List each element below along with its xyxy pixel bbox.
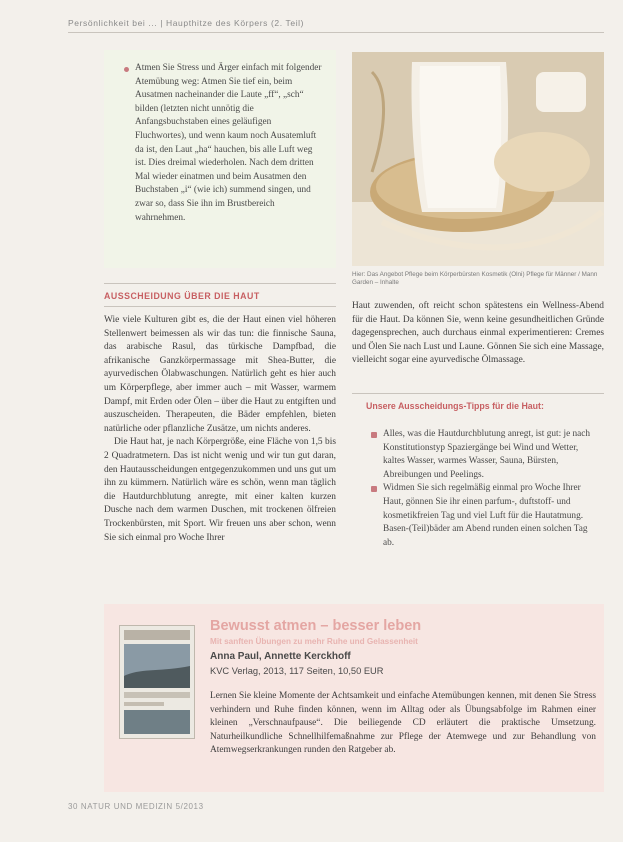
header-rule (68, 32, 604, 33)
skin-tip-item: Alles, was die Hautdurchblutung anregt, ist gut: je nach Konstitutionstyp Spaziergänge bei Wind und Wetter, kaltes Wasser, warmes Wasser, Sauna, Bürsten, Abreibungen und Peelings. (383, 428, 598, 482)
photo-image (352, 52, 604, 266)
skin-tips-rule (352, 393, 604, 394)
section-rule-top (104, 283, 336, 284)
book-title: Bewusst atmen – besser leben (210, 618, 422, 634)
book-authors: Anna Paul, Annette Kerckhoff (210, 651, 351, 662)
book-publisher: KVC Verlag, 2013, 117 Seiten, 10,50 EUR (210, 666, 384, 676)
left-column-text (104, 314, 336, 545)
photo-caption: Hier: Das Angebot Pflege beim Körperbürsten Kosmetik (Olni) Pflege für Männer / Mann Garden – Inhalte (352, 271, 598, 286)
paragraph: Haut zuwenden, oft reicht schon spätestens ein Wellness-Abend für die Haut. Da können Sie, wenn keine gesundheitlichen Gründe dagegensprechen, auch durchaus einmal experimentieren: Cremes und Ölen Sie nach Lust und Laune. Gönnen Sie sich eine Massage, vielleicht sogar eine ayurvedische Ölmassage. (352, 301, 604, 366)
book-description-text: Lernen Sie kleine Momente der Achtsamkeit und einfache Atemübungen kennen, mit denen Sie Stress verhindern und Ruhe finden können, wenn im Alltag oder als Übungsabfolge im Rahmen einer kleinen „Verschnaufpause“. Die beiliegende CD erläutert die praktische Umsetzung. Naturheilkundliche Schnellhilfemaßnahme zur Pflege der Atemwege und zur Behandlung von Atemwegserkrankungen runden den Ratgeber ab. (210, 691, 596, 756)
book-description (120, 690, 596, 758)
skin-tips-list (366, 428, 598, 550)
breathing-tip-box (104, 50, 336, 268)
paragraph: Wie viele Kulturen gibt es, die der Haut einen viel höheren Stellenwert beimessen als wir das tun: die finnische Sauna, das arabische Rasul, das türkische Dampfbad, die afrikanische Ganzkörpermassage mit Shea-Butter, die ayurvedischen Ölabwaschungen. Natürlich geht es hier auch um Körperpflege, aber immer auch – mit Wasser, warmem Dampf, mit Erden oder Ölen – über die Haut zu entgiften und auszuscheiden. Therapeuten, die Bäder empfehlen, bieten natürliche oder pflanzliche Zusätze, um nichts anderes. (104, 315, 336, 434)
skin-tips-heading: Unsere Ausscheidungs-Tipps für die Haut: (366, 401, 544, 411)
page-footer: 30 NATUR UND MEDIZIN 5/2013 (68, 802, 204, 811)
right-column-text (352, 300, 604, 368)
book-subtitle: Mit sanften Übungen zu mehr Ruhe und Gelassenheit (210, 637, 418, 646)
section-rule-bottom (104, 306, 336, 307)
paragraph: Die Haut hat, je nach Körpergröße, eine Fläche von 1,5 bis 2 Quadratmetern. Das ist nicht wenig und wir tun gut daran, den Hautausscheidungen entgegenzukommen und uns gut um ihn zu kümmern. Natürlich wäre es schön, wenn man täglich die Hautdurchblutung anregte, mit einer kalten kurzen Dusche nach dem warmen Duschen, mit trockenen ölfreien Trockenbürsten, mit Sport. Wir freuen uns aber schon, wenn Sie sich einmal pro Woche Ihrer (104, 437, 336, 543)
breathing-tip-list (118, 62, 324, 225)
breathing-tip-item: Atmen Sie Stress und Ärger einfach mit folgender Atemübung weg: Atmen Sie tief ein, beim Ausatmen nacheinander die Laute „ff“, „sch“ bilden (letzten nicht unnötig die Anfangsbuchstaben eines geläufigen Fluchwortes), und wenn kaum noch Ausatemluft da ist, den Laut „ha“ hauchen, bis alle Luft weg ist. Dies dreimal wiederholen. Nach dem dritten Mal wieder einatmen und beim Ausatmen den Buchstaben „i“ (wie ich) summend singen, und zwar so, dass Sie ihn im Brustbereich wahrnehmen. (135, 62, 324, 225)
section-heading: AUSSCHEIDUNG ÜBER DIE HAUT (104, 291, 260, 301)
product-photo (352, 52, 604, 266)
running-head: Persönlichkeit bei ... | Haupthitze des Körpers (2. Teil) (68, 18, 305, 28)
skin-tip-item: Widmen Sie sich regelmäßig einmal pro Woche Ihrer Haut, gönnen Sie ihr einen parfum-, duftstoff- und kosmetikfreien Tag und viel Luft für die Hautatmung. Basen-(Teil)bäder am Abend runden einen solchen Tag ab. (383, 482, 598, 550)
